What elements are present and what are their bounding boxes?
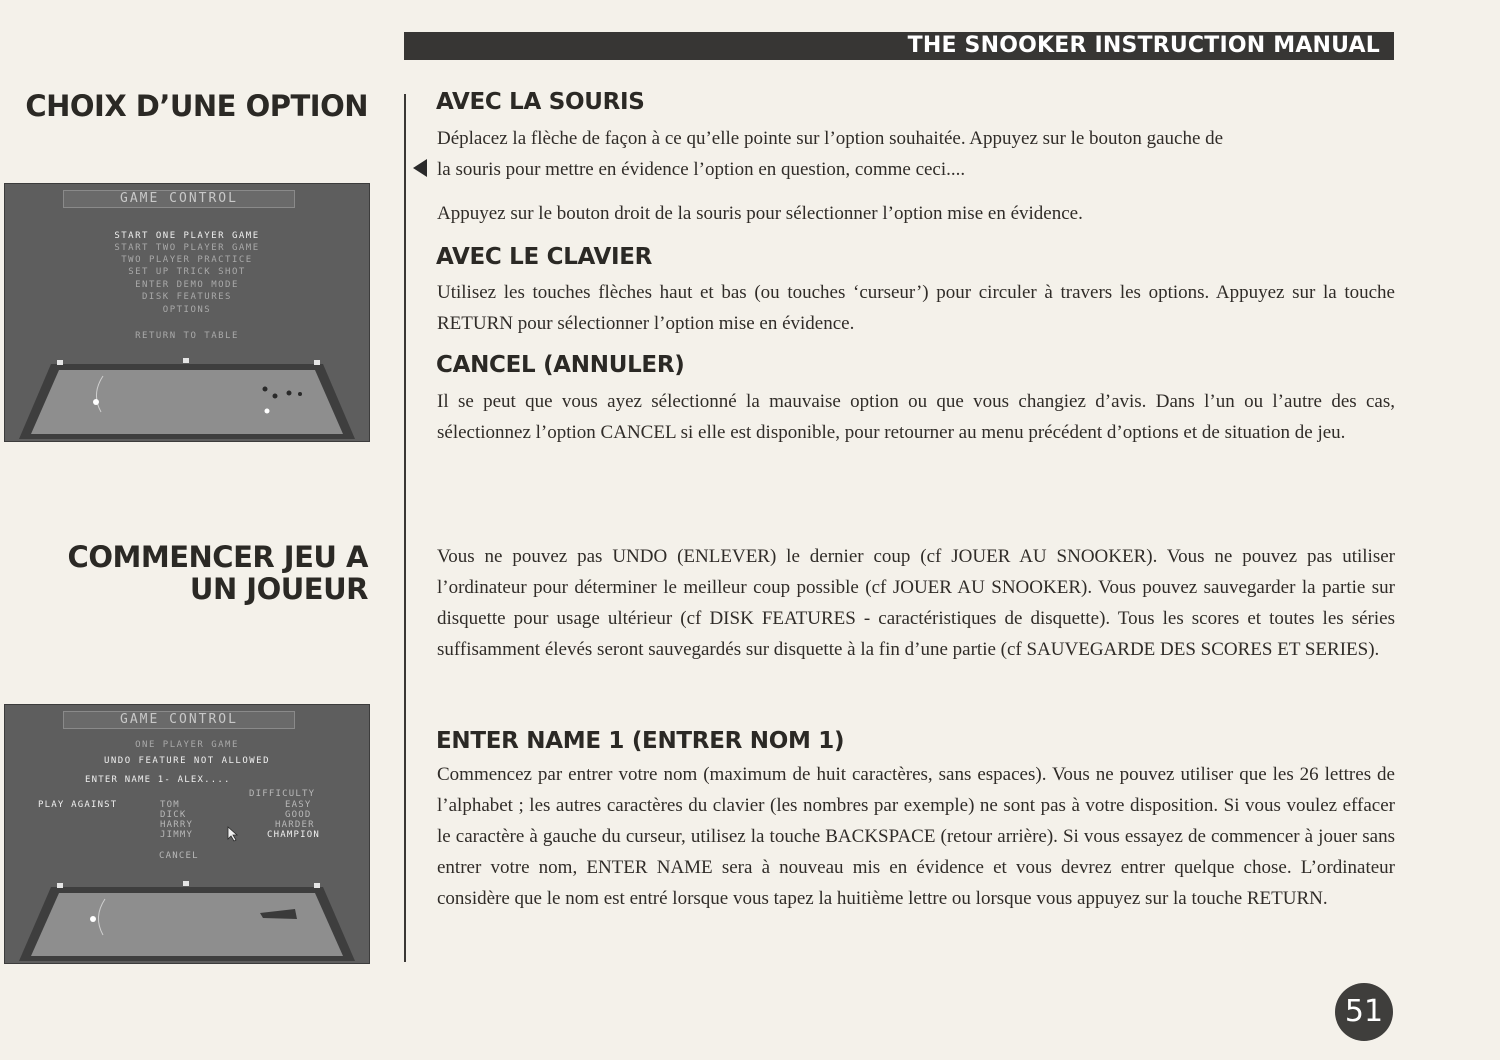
menu-item: RETURN TO TABLE [135, 331, 239, 341]
menu-item: SET UP TRICK SHOT [128, 267, 246, 277]
heading-avec-la-souris: AVEC LA SOURIS [436, 89, 645, 115]
heading-cancel: CANCEL (ANNULER) [436, 352, 685, 378]
play-against-label: PLAY AGAINST [38, 800, 118, 810]
screen2-subtitle: ONE PLAYER GAME [135, 740, 239, 750]
difficulty-level: GOOD [285, 810, 312, 820]
screen1-title: GAME CONTROL [63, 190, 295, 208]
enter-name-paragraph: Commencez par entrer votre nom (maximum de huit caractères, sans espaces). Vous ne pouvez utiliser que les 26 lettres de l’alphabet ; les autres caractères du clavier (les nombres par exemple) ne sont pas à votre disposition. Si vous voulez effacer le caractère à gauche du curseur, utilisez la touche BACKSPACE (retour arrière). Si vous essayez de commencer à jouer sans entrer votre nom, ENTER NAME sera à nouveau mis en évidence et vous devrez entrer quelque chose. L’ordinateur considère que le nom est entré lorsque vous tapez la huitième lettre ou lorsque vous appuyez sur la touche RETURN. [437, 764, 1395, 909]
difficulty-level: EASY [285, 800, 312, 810]
menu-item: OPTIONS [162, 305, 212, 315]
heading-choix-option: CHOIX D’UNE OPTION [25, 89, 368, 123]
screen2-title: GAME CONTROL [63, 711, 295, 729]
menu-item: START ONE PLAYER GAME [114, 231, 260, 241]
pointer-arrow-icon [413, 159, 427, 177]
undo-notice: UNDO FEATURE NOT ALLOWED [103, 756, 271, 766]
enter-name-line: ENTER NAME 1- ALEX.... [85, 775, 231, 785]
souris-line-1: Déplacez la flèche de façon à ce qu’elle pointe sur l’option souhaitée. Appuyez sur le bouton gauche de [437, 128, 1224, 149]
heading-commencer-line1: COMMENCER JEU A [67, 540, 368, 574]
heading-enter-name: ENTER NAME 1 (ENTRER NOM 1) [436, 728, 845, 754]
menu-item: START TWO PLAYER GAME [114, 243, 260, 253]
screenshot-game-control-menu [4, 183, 370, 442]
snooker-table-graphic [5, 877, 369, 963]
souris-paragraph-2: Appuyez sur le bouton droit de la souris pour sélectionner l’option mise en évidence. [437, 203, 1083, 224]
mouse-pointer-icon [227, 826, 239, 842]
difficulty-label: DIFFICULTY [249, 789, 316, 799]
snooker-table-graphic [5, 354, 369, 441]
menu-item: ENTER DEMO MODE [135, 280, 239, 290]
page-number: 51 [1335, 983, 1393, 1041]
menu-item: TWO PLAYER PRACTICE [121, 255, 253, 265]
clavier-paragraph: Utilisez les touches flèches haut et bas (ou touches ‘curseur’) pour circuler à travers les options. Appuyez sur la touche RETURN pour sélectionner l’option mise en évidence. [437, 282, 1395, 334]
opponent-name: HARRY [160, 820, 194, 830]
menu-item: DISK FEATURES [142, 292, 232, 302]
manual-title: THE SNOOKER INSTRUCTION MANUAL [907, 33, 1380, 58]
un-joueur-paragraph: Vous ne pouvez pas UNDO (ENLEVER) le dernier coup (cf JOUER AU SNOOKER). Vous ne pouvez pas utiliser l’ordinateur pour déterminer le meilleur coup possible (cf JOUER AU SNOOKER). Vous pouvez sauvegarder la partie sur disquette pour usage ultérieur (cf DISK FEATURES - caractéristiques de disquette). Tous les scores et toutes les séries suffisamment élevés seront sauvegardés sur disquette à la fin d’une partie (cf SAUVEGARDE DES SCORES ET SERIES). [437, 546, 1395, 660]
opponent-name: DICK [160, 810, 187, 820]
heading-commencer-line2: UN JOUEUR [189, 572, 368, 606]
heading-avec-le-clavier: AVEC LE CLAVIER [436, 244, 653, 270]
souris-line-2: la souris pour mettre en évidence l’option en question, comme ceci.... [437, 159, 966, 180]
screenshot-one-player-game [4, 704, 370, 964]
cancel-option: CANCEL [159, 851, 199, 861]
opponent-name: TOM [160, 800, 180, 810]
cancel-paragraph: Il se peut que vous ayez sélectionné la mauvaise option ou que vous changiez d’avis. Dans l’un ou l’autre des cas, sélectionnez l’option CANCEL si elle est disponible, pour retourner au menu précédent d’options et de situation de jeu. [437, 391, 1395, 443]
opponent-name: JIMMY [160, 830, 194, 840]
difficulty-level: HARDER [275, 820, 315, 830]
column-divider [404, 94, 406, 962]
difficulty-level: CHAMPION [267, 830, 320, 840]
header-bar [404, 32, 1394, 60]
